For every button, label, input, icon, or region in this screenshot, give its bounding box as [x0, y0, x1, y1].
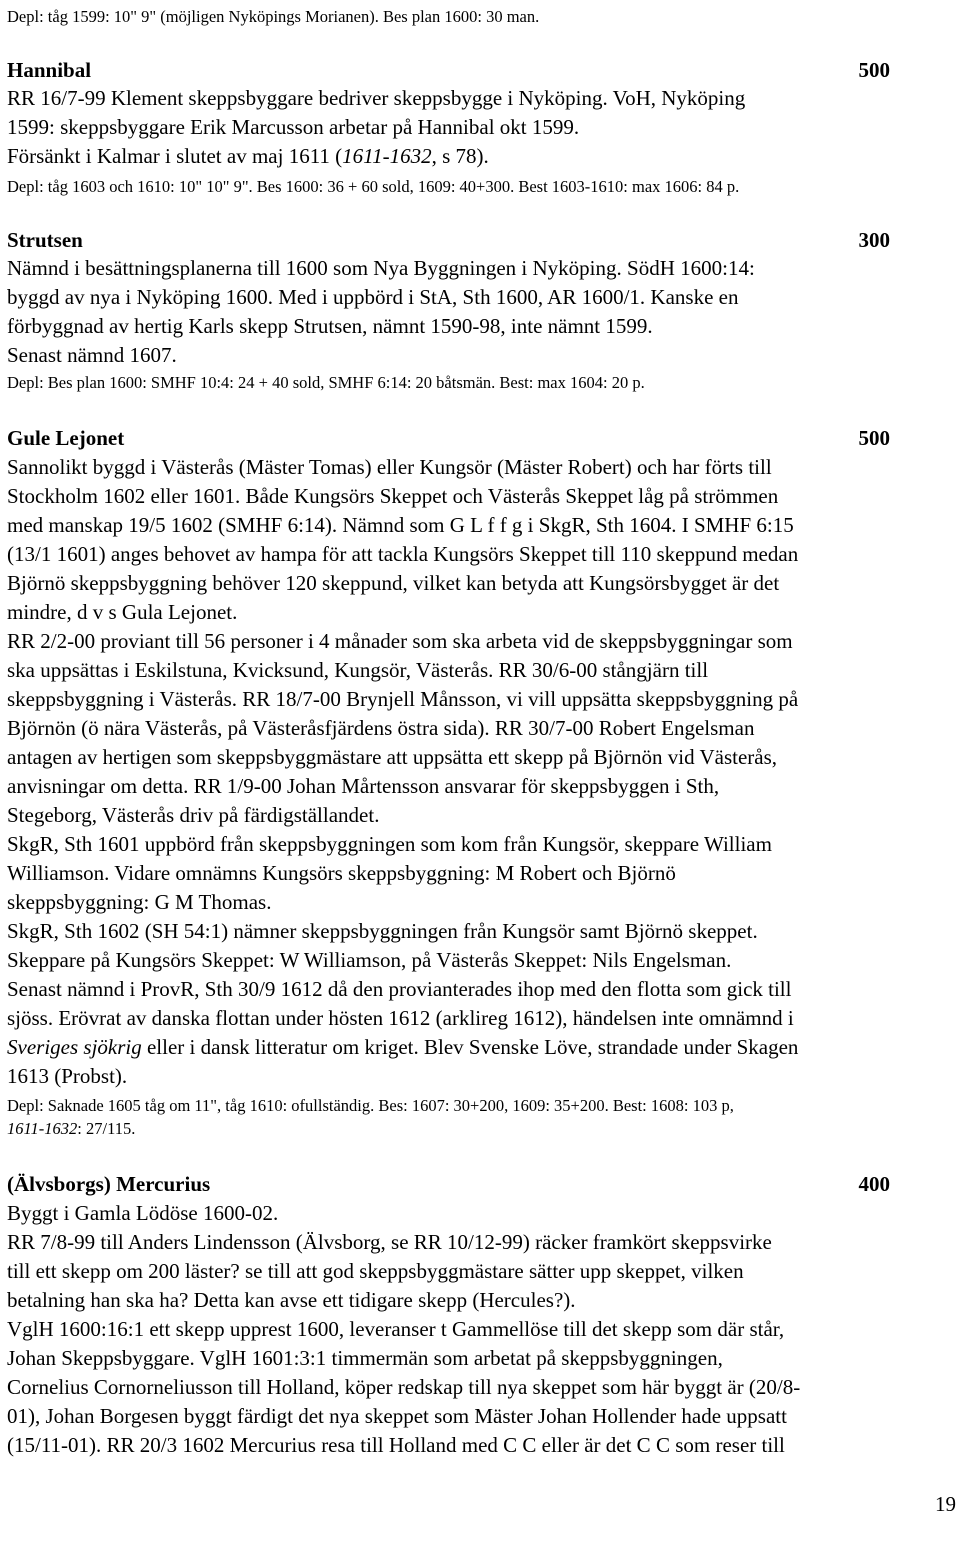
text-line: Nämnd i besättningsplanerna till 1600 som Nya Byggningen i Nyköping. SödH 1600:14:: [7, 256, 755, 280]
ship-number: 500: [858, 426, 890, 450]
text-line: SkgR, Sth 1602 (SH 54:1) nämner skeppsbyggningen från Kungsör samt Björnö skeppet.: [7, 919, 758, 943]
text-line: 1599: skeppsbyggare Erik Marcusson arbetar på Hannibal okt 1599.: [7, 115, 580, 139]
text-line: skeppsbyggning i Västerås. RR 18/7-00 Brynjell Månsson, vi vill uppsätta skeppsbyggning på: [7, 687, 799, 711]
text-line: Björnön (ö nära Västerås, på Västeråsfjärdens östra sida). RR 30/7-00 Robert Engelsman: [7, 716, 755, 740]
text-line: 01), Johan Borgesen byggt färdigt det nya skeppet som Mäster Johan Hollender hade uppsatt: [7, 1404, 787, 1428]
text-line: (15/11-01). RR 20/3 1602 Mercurius resa till Holland med C C eller är det C C som reser till: [7, 1433, 785, 1457]
text-line: Williamson. Vidare omnämns Kungsörs skeppsbyggning: M Robert och Björnö: [7, 861, 676, 885]
ship-heading-mercurius: [7, 1170, 890, 1199]
text-line: byggd av nya i Nyköping 1600. Med i uppbörd i StA, Sth 1600, AR 1600/1. Kanske en: [7, 285, 739, 309]
italic-reference: 1611-1632: [7, 1119, 78, 1138]
text-line: förbyggnad av hertig Karls skepp Strutsen, nämnt 1590-98, inte nämnt 1599.: [7, 314, 653, 338]
ship-number: 300: [858, 228, 890, 252]
text-line: betalning han ska ha? Detta kan avse ett tidigare skepp (Hercules?).: [7, 1288, 576, 1312]
text-line: Björnö skeppsbyggning behöver 120 skeppund, vilket kan betyda att Kungsörsbygget är det: [7, 571, 780, 595]
text-line: Stockholm 1602 eller 1601. Både Kungsörs Skeppet och Västerås Skeppet låg på strömmen: [7, 484, 779, 508]
depl-line: Depl: tåg 1599: 10" 9" (möjligen Nyköpings Morianen). Bes plan 1600: 30 man.: [7, 7, 540, 26]
text-line: Sannolikt byggd i Västerås (Mäster Tomas) eller Kungsör (Mäster Robert) och har förts till: [7, 455, 772, 479]
ship-heading-strutsen: [7, 226, 890, 255]
ship-name: Strutsen: [7, 228, 83, 252]
ship-name: Hannibal: [7, 58, 92, 82]
text-line: VglH 1600:16:1 ett skepp upprest 1600, leveranser t Gammellöse till det skepp som där står,: [7, 1317, 785, 1341]
italic-reference: 1611-1632: [342, 144, 432, 168]
text-line: till ett skepp om 200 läster? se till att god skeppsbyggmästare sätter upp skeppet, vilken: [7, 1259, 744, 1283]
text-line: RR 16/7-99 Klement skeppsbyggare bedriver skeppsbygge i Nyköping. VoH, Nyköping: [7, 86, 746, 110]
text-line: Sveriges sjökrig eller i dansk litteratur om kriget. Blev Svenske Löve, strandade under Skagen: [7, 1035, 799, 1059]
text-line: Cornelius Cornorneliusson till Holland, köper redskap till nya skeppet som här byggt är (20/8-: [7, 1375, 801, 1399]
text-line: antagen av hertigen som skeppsbyggmästare att uppsätta ett skepp på Björnön vid Västerås,: [7, 745, 778, 769]
text-line: Stegeborg, Västerås driv på färdigställandet.: [7, 803, 380, 827]
text-line: anvisningar om detta. RR 1/9-00 Johan Mårtensson ansvarar för skeppsbyggen i Sth,: [7, 774, 720, 798]
text-line: 1613 (Probst).: [7, 1064, 128, 1088]
text-line: RR 7/8-99 till Anders Lindensson (Älvsborg, se RR 10/12-99) räcker framkört skeppsvirke: [7, 1230, 772, 1254]
depl-line: 1611-1632: 27/115.: [7, 1119, 136, 1138]
text-line: ska uppsättas i Eskilstuna, Kvicksund, Kungsör, Västerås. RR 30/6-00 stångjärn till: [7, 658, 709, 682]
text-line: skeppsbyggning: G M Thomas.: [7, 890, 272, 914]
italic-title: Sveriges sjökrig: [7, 1035, 142, 1059]
ship-number: 500: [858, 58, 890, 82]
text-line: RR 2/2-00 proviant till 56 personer i 4 månader som ska arbeta vid de skeppsbyggningar som: [7, 629, 793, 653]
text-line: (13/1 1601) anges behovet av hampa för att tackla Kungsörs Skeppet till 110 skeppund medan: [7, 542, 799, 566]
text-line: med manskap 19/5 1602 (SMHF 6:14). Nämnd som G L f f g i SkgR, Sth 1604. I SMHF 6:15: [7, 513, 794, 537]
ship-heading-gule-lejonet: [7, 424, 890, 453]
text-line: sjöss. Erövrat av danska flottan under hösten 1612 (arklireg 1612), händelsen inte omnämnd i: [7, 1006, 794, 1030]
text-line: Försänkt i Kalmar i slutet av maj 1611 (1611-1632, s 78).: [7, 144, 489, 168]
depl-line: Depl: Bes plan 1600: SMHF 10:4: 24 + 40 sold, SMHF 6:14: 20 båtsmän. Best: max 1604: 20 p.: [7, 373, 645, 392]
text-line: Byggt i Gamla Lödöse 1600-02.: [7, 1201, 279, 1225]
ship-name: Gule Lejonet: [7, 426, 125, 450]
text-line: Senast nämnd 1607.: [7, 343, 177, 367]
text-line: Skeppare på Kungsörs Skeppet: W Williamson, på Västerås Skeppet: Nils Engelsman.: [7, 948, 732, 972]
text-line: mindre, d v s Gula Lejonet.: [7, 600, 238, 624]
text-line: Johan Skeppsbyggare. VglH 1601:3:1 timmermän som arbetat på skeppsbyggningen,: [7, 1346, 723, 1370]
ship-name: (Älvsborgs) Mercurius: [7, 1172, 211, 1196]
page-number: 19: [935, 1492, 956, 1516]
depl-line: Depl: Saknade 1605 tåg om 11", tåg 1610: ofullständig. Bes: 1607: 30+200, 1609: 35+200. Best: 1608: 103 p,: [7, 1096, 734, 1115]
ship-number: 400: [858, 1172, 890, 1196]
text-line: Senast nämnd i ProvR, Sth 30/9 1612 då den provianterades ihop med den flotta som gick till: [7, 977, 792, 1001]
ship-heading-hannibal: [7, 56, 890, 85]
depl-line: Depl: tåg 1603 och 1610: 10" 10" 9". Bes 1600: 36 + 60 sold, 1609: 40+300. Best 1603-1610: max 1606: 84 p.: [7, 177, 740, 196]
text-line: SkgR, Sth 1601 uppbörd från skeppsbyggningen som kom från Kungsör, skeppare William: [7, 832, 772, 856]
